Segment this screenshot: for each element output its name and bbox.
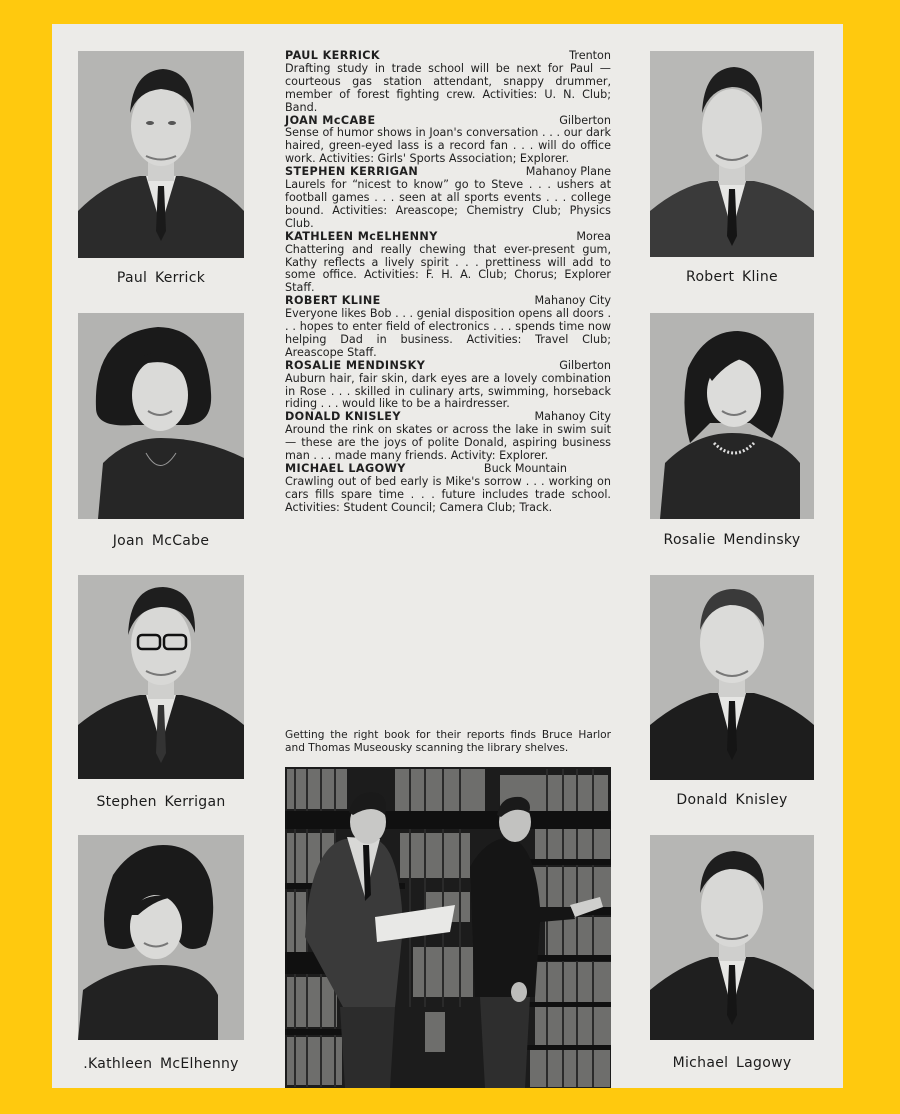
bio-name: MICHAEL LAGOWY (285, 462, 406, 475)
bio-entry (285, 166, 611, 231)
portrait-caption: Rosalie Mendinsky (663, 532, 801, 548)
bio-name: STEPHEN KERRIGAN (285, 165, 419, 179)
male-portrait-icon (650, 575, 814, 780)
portrait-photo-donald-knisley (650, 575, 814, 780)
bio-name: JOAN McCABE (285, 113, 376, 127)
portrait-caption: Donald Knisley (676, 792, 788, 808)
bio-text: Around the rink on skates or across the lake in swim suit — these are the joys of polite Donald, aspiring business man . . . made many friends. Activity: Explorer. (285, 423, 611, 463)
bio-entry (285, 360, 611, 412)
male-portrait-icon (650, 835, 814, 1040)
library-photo (285, 767, 611, 1088)
bio-text: Everyone likes Bob . . . genial disposition opens all doors . . . hopes to enter field of electronics . . . spends time now helping Dad in business. Activities: Travel Club; Areascope Staff. (285, 307, 611, 359)
bio-entry (285, 463, 611, 515)
bio-text: Drafting study in trade school will be next for Paul — courteous gas station attendant, snappy drummer, member of forest fighting crew. Activities: U. N. Club; Band. (285, 61, 611, 114)
bio-name: ROBERT KLINE (285, 294, 381, 308)
bio-entry (285, 115, 611, 167)
bio-name: DONALD KNISLEY (285, 410, 401, 424)
bio-hometown: Mahanoy City (534, 410, 611, 424)
bio-hometown: Morea (576, 229, 611, 243)
portrait-photo-kathleen-mcelhenny (78, 835, 244, 1040)
female-portrait-icon (650, 313, 814, 519)
male-glasses-portrait-icon (78, 575, 244, 779)
bio-hometown: Gilberton (559, 358, 611, 372)
portrait-photo-stephen-kerrigan (78, 575, 244, 779)
portrait-photo-paul-kerrick (78, 51, 244, 258)
male-portrait-icon (650, 51, 814, 257)
bio-entry (285, 411, 611, 463)
bio-name: KATHLEEN McELHENNY (285, 229, 438, 243)
bio-text: Laurels for “nicest to know” go to Steve . . . ushers at football games . . . seen at all sports events . . . college bound. Activities: Areascope; Chemistry Club; Physics Club. (285, 178, 611, 230)
bio-text: Auburn hair, fair skin, dark eyes are a lovely combination in Rose . . . skilled in culinary arts, swimming, horseback riding . . . would like to be a hairdresser. (285, 371, 611, 411)
bio-entry (285, 50, 611, 115)
bio-text: Sense of humor shows in Joan's conversation . . . our dark haired, green-eyed lass is a record fan . . . will do office work. Activities: Girls' Sports Association; Explorer. (285, 126, 611, 166)
bio-text: Crawling out of bed early is Mike's sorrow . . . working on cars fills spare time . . . future includes trade school. Activities: Student Council; Camera Club; Track. (285, 474, 611, 514)
portrait-photo-joan-mccabe (78, 313, 244, 519)
bio-hometown: Mahanoy Plane (525, 165, 611, 179)
bio-name: ROSALIE MENDINSKY (285, 358, 426, 372)
bio-entry (285, 295, 611, 360)
portrait-photo-rosalie-mendinsky (650, 313, 814, 519)
library-scene-icon (285, 767, 611, 1088)
bio-text: Chattering and really chewing that ever-present gum, Kathy reflects a lively spirit . . . prettiness will add to some office. Activities: F. H. A. Club; Chorus; Explorer Staff. (285, 242, 611, 295)
portrait-caption: Robert Kline (686, 269, 778, 285)
bio-hometown: Mahanoy City (534, 294, 611, 308)
biographies (285, 50, 611, 515)
female-portrait-icon (78, 313, 244, 519)
library-photo-caption: Getting the right book for their reports finds Bruce Harlor and Thomas Museousky scanning the library shelves. (285, 729, 611, 754)
bio-hometown: Trenton (569, 49, 611, 62)
portrait-photo-robert-kline (650, 51, 814, 257)
female-portrait-icon (78, 835, 244, 1040)
bio-hometown: Gilberton (559, 113, 611, 127)
bio-entry (285, 231, 611, 296)
portrait-caption: Stephen Kerrigan (96, 794, 226, 810)
male-portrait-icon (78, 51, 244, 258)
bio-hometown: Buck Mountain (483, 462, 567, 475)
bio-name: PAUL KERRICK (285, 49, 380, 62)
portrait-photo-michael-lagowy (650, 835, 814, 1040)
portrait-caption: Paul Kerrick (116, 270, 206, 286)
portrait-caption: Michael Lagowy (672, 1055, 792, 1071)
portrait-caption: Joan McCabe (112, 533, 210, 549)
portrait-caption: .Kathleen McElhenny (83, 1056, 239, 1072)
yearbook-page (52, 24, 843, 1088)
